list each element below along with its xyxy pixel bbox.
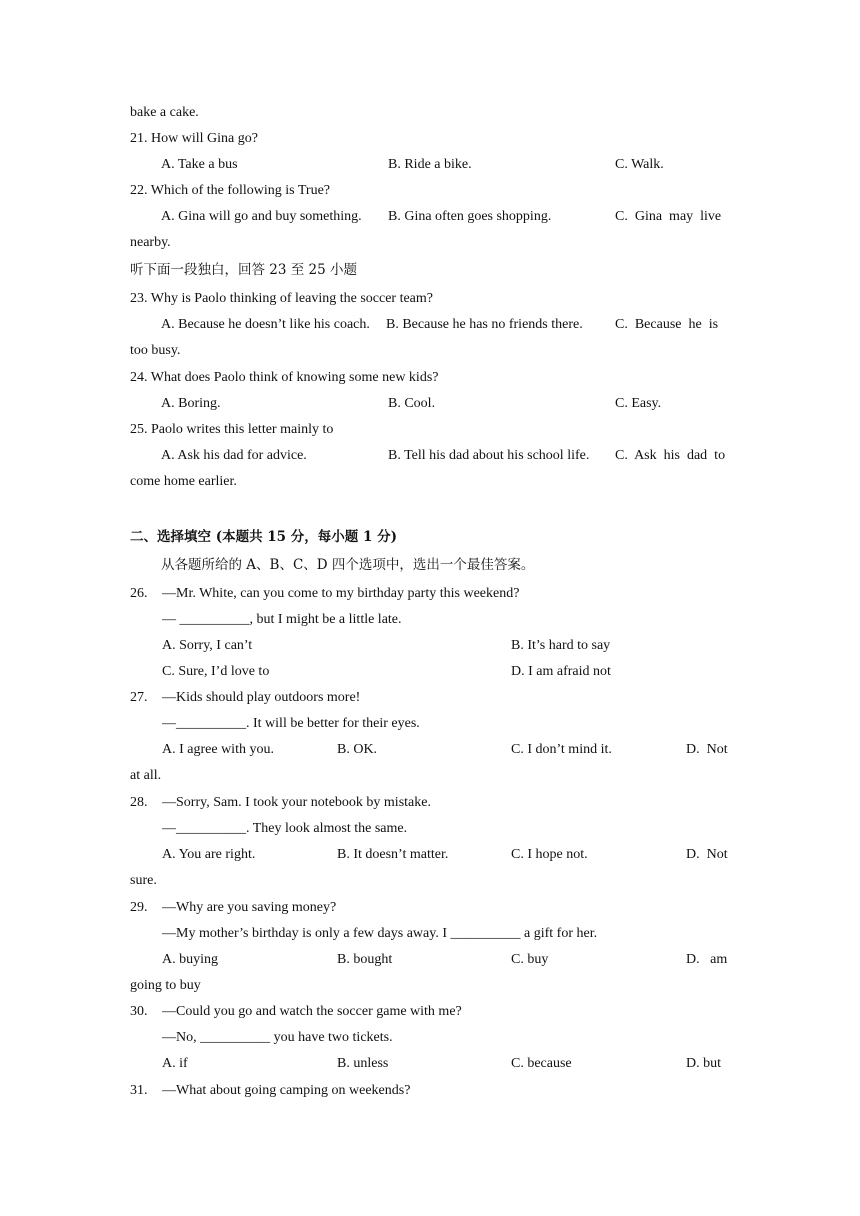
q28-option-a: A. You are right.	[162, 847, 256, 862]
q21-option-b: B. Ride a bike.	[388, 157, 472, 172]
q23-stem: 23. Why is Paolo thinking of leaving the soccer team?	[130, 291, 434, 306]
q29-option-a: A. buying	[162, 952, 218, 967]
q29-dialogue-line-1: —Why are you saving money?	[162, 900, 337, 915]
q30-option-d: D. but	[686, 1056, 721, 1071]
q23-option-a: A. Because he doesn’t like his coach.	[161, 317, 370, 332]
q22-option-c-continued: nearby.	[130, 235, 171, 250]
q30-number: 30.	[130, 1004, 148, 1019]
q26-dialogue-line-2: — __________, but I might be a little late.	[162, 612, 402, 627]
q29-option-d-continued: going to buy	[130, 978, 201, 993]
q27-option-d-continued: at all.	[130, 768, 162, 783]
q31-number: 31.	[130, 1083, 148, 1098]
q24-stem: 24. What does Paolo think of knowing some new kids?	[130, 370, 439, 385]
q23-option-c-continued: too busy.	[130, 343, 181, 358]
q28-option-c: C. I hope not.	[511, 847, 588, 862]
q21-stem: 21. How will Gina go?	[130, 131, 258, 146]
q27-option-a: A. I agree with you.	[162, 742, 274, 757]
q26-dialogue-line-1: —Mr. White, can you come to my birthday party this weekend?	[162, 586, 520, 601]
q25-option-c-continued: come home earlier.	[130, 474, 237, 489]
q25-stem: 25. Paolo writes this letter mainly to	[130, 422, 334, 437]
q29-option-b: B. bought	[337, 952, 393, 967]
q25-option-b: B. Tell his dad about his school life.	[388, 448, 590, 463]
q29-option-c: C. buy	[511, 952, 549, 967]
q22-option-c: C. Gina may live	[615, 209, 722, 224]
monologue-instruction: 听下面一段独白，回答 23 至 25 小题	[130, 262, 358, 278]
q28-option-b: B. It doesn’t matter.	[337, 847, 449, 862]
q28-dialogue-line-2: —__________. They look almost the same.	[162, 821, 408, 836]
q27-number: 27.	[130, 690, 148, 705]
q27-option-b: B. OK.	[337, 742, 378, 757]
q30-dialogue-line-1: —Could you go and watch the soccer game with me?	[162, 1004, 462, 1019]
q28-option-d-continued: sure.	[130, 873, 157, 888]
q25-option-a: A. Ask his dad for advice.	[161, 448, 307, 463]
q22-stem: 22. Which of the following is True?	[130, 183, 331, 198]
q21-option-a: A. Take a bus	[161, 157, 238, 172]
q26-option-d: D. I am afraid not	[511, 664, 611, 679]
q21-option-c: C. Walk.	[615, 157, 664, 172]
q26-option-c: C. Sure, I’d love to	[162, 664, 270, 679]
q25-option-c: C. Ask his dad to	[615, 448, 726, 463]
q28-dialogue-line-1: —Sorry, Sam. I took your notebook by mistake.	[162, 795, 431, 810]
section-instruction: 从各题所给的 A、B、C、D 四个选项中，选出一个最佳答案。	[161, 557, 535, 573]
q24-option-c: C. Easy.	[615, 396, 662, 411]
q20-continuation: bake a cake.	[130, 105, 199, 120]
q30-dialogue-line-2: —No, __________ you have two tickets.	[162, 1030, 393, 1045]
q26-option-a: A. Sorry, I can’t	[162, 638, 253, 653]
q23-option-c: C. Because he is	[615, 317, 719, 332]
q28-number: 28.	[130, 795, 148, 810]
q27-dialogue-line-1: —Kids should play outdoors more!	[162, 690, 361, 705]
q22-option-a: A. Gina will go and buy something.	[161, 209, 362, 224]
q30-option-c: C. because	[511, 1056, 572, 1071]
q24-option-a: A. Boring.	[161, 396, 221, 411]
q27-dialogue-line-2: —__________. It will be better for their eyes.	[162, 716, 420, 731]
q29-number: 29.	[130, 900, 148, 915]
q27-option-d: D. Not	[686, 742, 728, 757]
q31-dialogue-line-1: —What about going camping on weekends?	[162, 1083, 411, 1098]
q29-option-d: D. am	[686, 952, 728, 967]
q23-option-b: B. Because he has no friends there.	[386, 317, 583, 332]
section-heading: 二、选择填空 (本题共 15 分，每小题 1 分)	[130, 529, 397, 545]
q27-option-c: C. I don’t mind it.	[511, 742, 612, 757]
q30-option-a: A. if	[162, 1056, 188, 1071]
q26-option-b: B. It’s hard to say	[511, 638, 611, 653]
q24-option-b: B. Cool.	[388, 396, 436, 411]
q28-option-d: D. Not	[686, 847, 728, 862]
q30-option-b: B. unless	[337, 1056, 389, 1071]
q29-dialogue-line-2: —My mother’s birthday is only a few days away. I __________ a gift for her.	[162, 926, 598, 941]
q26-number: 26.	[130, 586, 148, 601]
q22-option-b: B. Gina often goes shopping.	[388, 209, 552, 224]
